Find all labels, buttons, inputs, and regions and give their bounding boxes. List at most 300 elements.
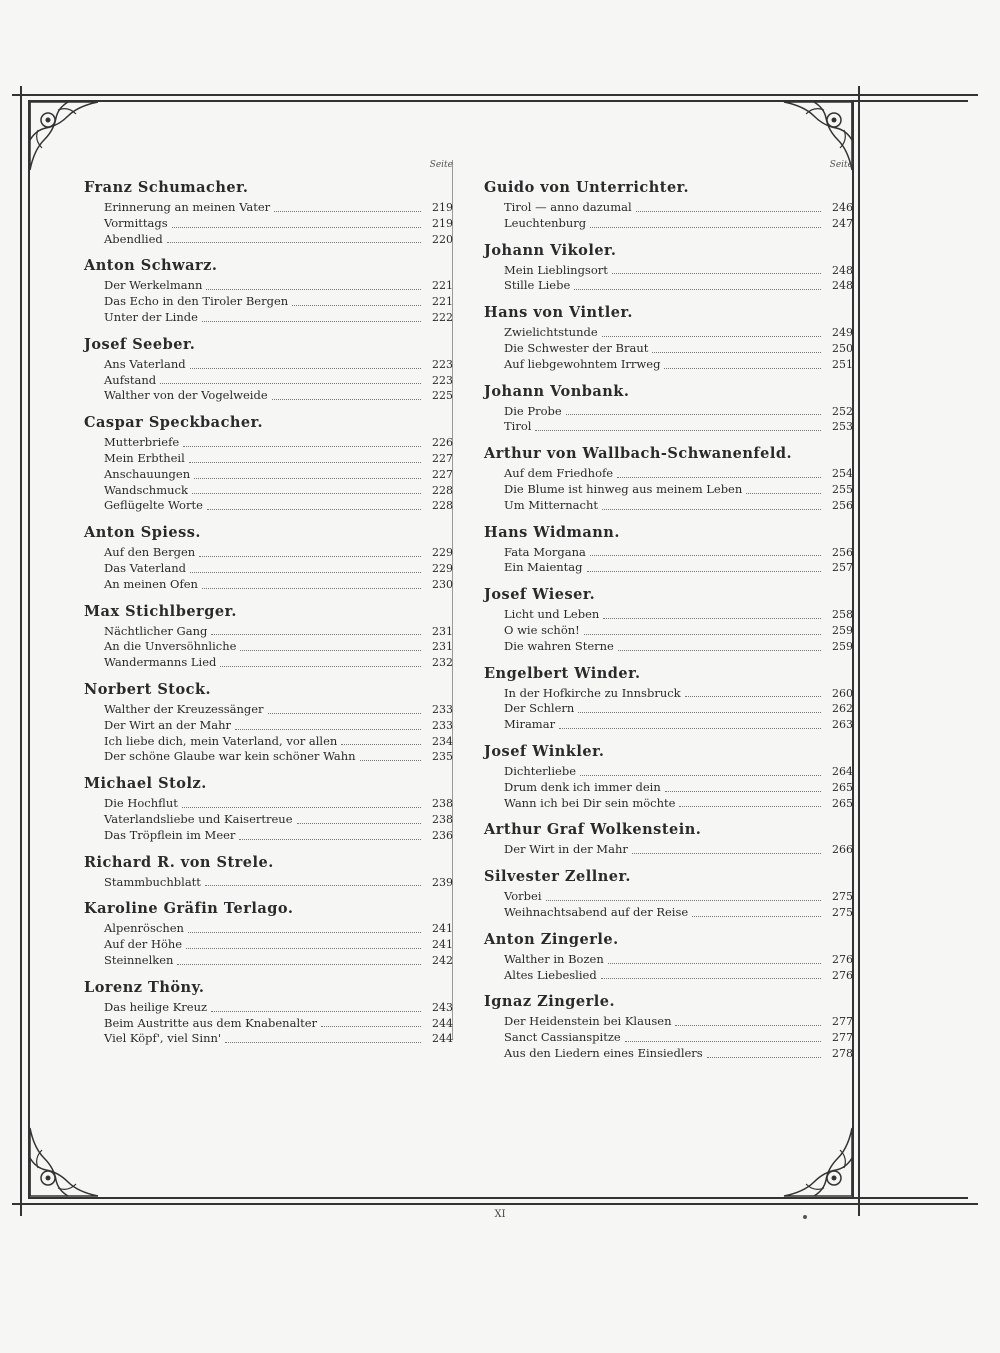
toc-entry[interactable] (504, 717, 853, 733)
leader-dots (235, 729, 421, 730)
entry-title: Auf der Höhe (104, 937, 183, 952)
entry-page-number: 276 (832, 952, 853, 966)
toc-entry[interactable] (504, 1014, 853, 1030)
entry-page-number: 221 (432, 279, 453, 293)
leader-dots (186, 948, 421, 949)
entry-page-number: 243 (432, 1000, 453, 1014)
entry-title: Der Schlern (504, 701, 575, 716)
leader-dots (274, 211, 421, 212)
entry-title: Das Tröpflein im Meer (104, 827, 236, 842)
entry-page-number: 256 (832, 498, 853, 512)
toc-entry[interactable] (104, 796, 453, 812)
entry-page-number: 231 (432, 624, 453, 638)
toc-author-group (58, 335, 453, 404)
leader-dots (188, 932, 421, 933)
leader-dots (272, 399, 421, 400)
leader-dots (190, 572, 421, 573)
toc-entry[interactable] (504, 357, 853, 373)
entry-page-number: 277 (832, 1031, 853, 1045)
entry-title: Walther in Bozen (504, 951, 604, 966)
toc-entry[interactable] (504, 341, 853, 357)
author-name: Engelbert Winder. (484, 664, 641, 682)
entry-page-number: 238 (432, 812, 453, 826)
toc-entry[interactable] (104, 483, 453, 499)
entry-title: Anschauungen (104, 466, 191, 481)
entry-title: Beim Austritte aus dem Knabenalter (104, 1015, 318, 1030)
entry-title: Stammbuchblatt (104, 874, 201, 889)
entry-title: Wandschmuck (104, 482, 188, 497)
entry-page-number: 246 (832, 201, 853, 214)
entry-page-number: 241 (432, 938, 453, 952)
entry-page-number: 254 (832, 467, 853, 481)
entry-title: Die Schwester der Braut (504, 340, 649, 355)
toc-author-group (458, 444, 853, 513)
toc-entry[interactable] (104, 1031, 453, 1047)
leader-dots (625, 1041, 821, 1042)
toc-entry[interactable] (104, 734, 453, 750)
toc-entry[interactable] (104, 1016, 453, 1032)
entry-title: Vorbei (504, 889, 542, 904)
entry-title: An die Unversöhnliche (104, 639, 237, 654)
leader-dots (590, 227, 821, 228)
entry-page-number: 264 (832, 764, 853, 778)
entry-title: Der Werkelmann (104, 278, 203, 293)
toc-author-group (458, 664, 853, 733)
entry-title: Tirol (504, 419, 532, 434)
leader-dots (190, 368, 421, 369)
entry-page-number: 225 (432, 389, 453, 403)
entry-title: Auf den Bergen (104, 545, 196, 560)
entry-page-number: 222 (432, 310, 453, 324)
entry-title: Wandermanns Lied (104, 655, 217, 670)
entry-page-number: 228 (432, 499, 453, 513)
toc-entry[interactable] (504, 278, 853, 294)
toc-entry[interactable] (104, 624, 453, 640)
toc-author-group (458, 742, 853, 811)
entry-title: Steinnelken (104, 952, 174, 967)
toc-entry[interactable] (104, 655, 453, 671)
leader-dots (707, 1057, 821, 1058)
entry-page-number: 249 (832, 326, 853, 340)
frame-left-inner (28, 100, 30, 1197)
entry-title: Leuchtenburg (504, 215, 587, 230)
toc-entry[interactable] (104, 294, 453, 310)
entry-page-number: 255 (832, 482, 853, 496)
author-name: Silvester Zellner. (484, 868, 631, 886)
frame-left-outer (20, 86, 22, 1216)
leader-dots (207, 509, 421, 510)
entry-title: Walther von der Vogelweide (104, 388, 268, 403)
toc-entry[interactable] (104, 812, 453, 828)
entry-page-number: 275 (832, 890, 853, 904)
entry-page-number: 257 (832, 561, 853, 575)
entry-title: Um Mitternacht (504, 497, 598, 512)
entry-title: Die Hochflut (104, 796, 178, 811)
toc-author-group (58, 680, 453, 765)
toc-entry[interactable] (104, 577, 453, 593)
toc-entry[interactable] (104, 357, 453, 373)
entry-page-number: 248 (832, 279, 853, 293)
leader-dots (612, 273, 821, 274)
leader-dots (206, 289, 421, 290)
toc-entry[interactable] (104, 921, 453, 937)
entry-page-number: 223 (432, 357, 453, 371)
entry-title: Die Probe (504, 403, 562, 418)
toc-entry[interactable] (504, 686, 853, 702)
toc-entry[interactable] (504, 952, 853, 968)
toc-entry[interactable] (504, 404, 853, 420)
entry-page-number: 253 (832, 420, 853, 434)
entry-title: Weihnachtsabend auf der Reise (504, 904, 689, 919)
entry-title: Vaterlandsliebe und Kaisertreue (104, 811, 293, 826)
toc-entry[interactable] (104, 232, 453, 248)
entry-title: Ein Maientag (504, 560, 583, 575)
toc-entry[interactable] (104, 561, 453, 577)
toc-entry[interactable] (104, 278, 453, 294)
author-name: Lorenz Thöny. (84, 978, 205, 996)
entry-title: Licht und Leben (504, 607, 600, 622)
entry-page-number: 262 (832, 702, 853, 716)
author-name: Franz Schumacher. (84, 179, 249, 196)
toc-entry[interactable] (104, 373, 453, 389)
toc-entry[interactable] (504, 968, 853, 984)
toc-entry[interactable] (504, 1030, 853, 1046)
author-name: Josef Winkler. (484, 742, 605, 760)
entry-title: Das Vaterland (104, 560, 186, 575)
entry-page-number: 263 (832, 718, 853, 732)
leader-dots (240, 650, 421, 651)
leader-dots (580, 775, 821, 776)
toc-entry[interactable] (504, 482, 853, 498)
leader-dots (297, 823, 421, 824)
entry-title: O wie schön! (504, 622, 580, 637)
toc-entry[interactable] (504, 607, 853, 623)
frame-top-outer (12, 94, 978, 96)
frame-bottom-outer (12, 1203, 978, 1205)
author-name: Caspar Speckbacher. (84, 414, 264, 432)
entry-page-number: 227 (432, 451, 453, 465)
leader-dots (608, 963, 821, 964)
author-name: Anton Spiess. (84, 524, 201, 542)
toc-author-group (458, 303, 853, 372)
entry-page-number: 227 (432, 467, 453, 481)
toc-entry[interactable] (104, 1000, 453, 1016)
toc-entry[interactable] (104, 498, 453, 514)
leader-dots (211, 634, 421, 635)
entry-title: Ans Vaterland (104, 356, 186, 371)
entry-page-number: 228 (432, 483, 453, 497)
leader-dots (211, 1011, 421, 1012)
toc-entry[interactable] (504, 466, 853, 482)
leader-dots (618, 650, 821, 651)
leader-dots (685, 696, 821, 697)
entry-title: Mein Lieblingsort (504, 262, 608, 277)
page-number: XI (494, 1209, 506, 1220)
entry-page-number: 238 (432, 797, 453, 811)
toc-entry[interactable] (104, 435, 453, 451)
leader-dots (167, 242, 421, 243)
toc-author-group (58, 774, 453, 843)
entry-title: In der Hofkirche zu Innsbruck (504, 685, 681, 700)
leader-dots (679, 806, 821, 807)
toc-author-group (458, 241, 853, 295)
toc-entry[interactable] (104, 875, 453, 891)
entry-title: Aufstand (104, 372, 157, 387)
toc-entry[interactable] (504, 1046, 853, 1062)
entry-page-number: 265 (832, 796, 853, 810)
leader-dots (220, 666, 421, 667)
entry-title: Das Echo in den Tiroler Bergen (104, 294, 289, 309)
toc-entry[interactable] (504, 701, 853, 717)
author-name: Richard R. von Strele. (84, 853, 274, 871)
toc-entry[interactable] (104, 451, 453, 467)
ink-speck (803, 1215, 807, 1219)
entry-title: Mein Erbtheil (104, 450, 185, 465)
entry-page-number: 247 (832, 216, 853, 230)
entry-title: Viel Köpf', viel Sinn' (104, 1031, 222, 1046)
toc-entry[interactable] (504, 325, 853, 341)
toc-entry[interactable] (504, 200, 853, 216)
toc-entry[interactable] (104, 467, 453, 483)
toc-entry[interactable] (104, 702, 453, 718)
toc-entry[interactable] (504, 905, 853, 921)
toc-entry[interactable] (104, 749, 453, 765)
entry-page-number: 233 (432, 718, 453, 732)
corner-ornament-bottom-right (764, 1108, 854, 1198)
entry-title: Abendlied (104, 231, 163, 246)
toc-author-group (458, 523, 853, 577)
toc-entry[interactable] (504, 842, 853, 858)
toc-entry[interactable] (504, 796, 853, 812)
entry-page-number: 230 (432, 577, 453, 591)
leader-dots (675, 1025, 821, 1026)
entry-title: Unter der Linde (104, 309, 198, 324)
leader-dots (636, 211, 821, 212)
leader-dots (341, 744, 421, 745)
leader-dots (566, 414, 821, 415)
toc-author-group (458, 992, 853, 1061)
leader-dots (177, 964, 421, 965)
toc-author-group (58, 256, 453, 325)
toc-entry[interactable] (104, 310, 453, 326)
author-name: Josef Wieser. (484, 586, 596, 604)
entry-page-number: 242 (432, 953, 453, 967)
toc-entry[interactable] (104, 937, 453, 953)
author-name: Michael Stolz. (84, 775, 207, 793)
entry-title: Der Wirt an der Mahr (104, 717, 232, 732)
entry-title: Wann ich bei Dir sein möchte (504, 795, 676, 810)
entry-title: Der Wirt in der Mahr (504, 842, 628, 857)
leader-dots (239, 839, 421, 840)
toc-entry[interactable] (504, 889, 853, 905)
toc-entry[interactable] (104, 718, 453, 734)
entry-title: Fata Morgana (504, 544, 586, 559)
toc-column-right (458, 160, 853, 1071)
leader-dots (172, 227, 421, 228)
leader-dots (584, 634, 821, 635)
leader-dots (617, 477, 821, 478)
entry-page-number: 252 (832, 404, 853, 418)
toc-author-group (458, 585, 853, 654)
leader-dots (202, 588, 421, 589)
leader-dots (268, 713, 421, 714)
toc-author-group (458, 930, 853, 984)
toc-entry[interactable] (504, 764, 853, 780)
toc-entry[interactable] (504, 216, 853, 232)
leader-dots (746, 493, 821, 494)
leader-dots (225, 1042, 421, 1043)
toc-author-group (58, 523, 453, 592)
leader-dots (574, 289, 821, 290)
toc-author-group (58, 978, 453, 1047)
entry-page-number: 250 (832, 341, 853, 355)
entry-page-number: 221 (432, 295, 453, 309)
toc-entry[interactable] (504, 419, 853, 435)
leader-dots (292, 305, 421, 306)
entry-page-number: 277 (832, 1015, 853, 1029)
entry-title: Der Heidenstein bei Klausen (504, 1014, 672, 1029)
entry-page-number: 278 (832, 1046, 853, 1060)
author-name: Arthur von Wallbach-Schwanenfeld. (484, 445, 793, 463)
toc-entry[interactable] (104, 953, 453, 969)
leader-dots (559, 728, 821, 729)
toc-entry[interactable] (504, 263, 853, 279)
leader-dots (578, 712, 821, 713)
author-name: Anton Schwarz. (84, 257, 218, 275)
entry-page-number: 266 (832, 843, 853, 857)
entry-page-number: 275 (832, 905, 853, 919)
entry-page-number: 256 (832, 545, 853, 559)
entry-page-number: 220 (432, 232, 453, 246)
leader-dots (632, 853, 821, 854)
toc-column-left (58, 160, 453, 1056)
frame-right-outer (858, 86, 860, 1216)
leader-dots (535, 430, 821, 431)
leader-dots (199, 556, 421, 557)
entry-title: Aus den Liedern eines Einsiedlers (504, 1045, 703, 1060)
seite-header-left: Seite (429, 160, 453, 170)
leader-dots (194, 478, 421, 479)
leader-dots (202, 321, 421, 322)
author-name: Max Stichlberger. (84, 602, 237, 620)
author-name: Hans Widmann. (484, 523, 620, 541)
toc-author-group (458, 867, 853, 921)
entry-page-number: 244 (432, 1032, 453, 1046)
entry-page-number: 233 (432, 702, 453, 716)
toc-entry[interactable] (104, 216, 453, 232)
entry-title: Die wahren Sterne (504, 638, 614, 653)
author-name: Arthur Graf Wolkenstein. (484, 821, 702, 839)
author-name: Josef Seeber. (84, 335, 196, 353)
toc-entry[interactable] (504, 560, 853, 576)
toc-entry[interactable] (104, 200, 453, 216)
entry-title: Auf dem Friedhofe (504, 466, 614, 481)
entry-title: Erinnerung an meinen Vater (104, 200, 271, 214)
toc-entry[interactable] (104, 828, 453, 844)
entry-page-number: 219 (432, 201, 453, 214)
entry-page-number: 229 (432, 561, 453, 575)
leader-dots (205, 885, 421, 886)
corner-ornament-bottom-left (28, 1108, 118, 1198)
entry-title: Dichterliebe (504, 763, 576, 778)
author-name: Ignaz Zingerle. (484, 993, 616, 1011)
toc-entry[interactable] (104, 639, 453, 655)
leader-dots (587, 571, 822, 572)
entry-title: Nächtlicher Gang (104, 623, 208, 638)
entry-title: Vormittags (104, 215, 168, 230)
toc-author-group (58, 853, 453, 891)
leader-dots (602, 509, 821, 510)
entry-page-number: 260 (832, 686, 853, 700)
toc-entry[interactable] (504, 498, 853, 514)
entry-page-number: 223 (432, 373, 453, 387)
leader-dots (664, 368, 821, 369)
leader-dots (601, 978, 821, 979)
leader-dots (360, 760, 421, 761)
toc-entry[interactable] (504, 639, 853, 655)
leader-dots (189, 462, 421, 463)
author-name: Johann Vikoler. (484, 241, 617, 259)
entry-title: Sanct Cassianspitze (504, 1030, 621, 1045)
entry-page-number: 251 (832, 357, 853, 371)
entry-title: Drum denk ich immer dein (504, 779, 661, 794)
entry-title: Stille Liebe (504, 278, 571, 293)
toc-author-group (58, 899, 453, 968)
toc-author-group (458, 382, 853, 436)
entry-page-number: 235 (432, 750, 453, 764)
entry-title: Altes Liebeslied (504, 967, 597, 982)
entry-page-number: 258 (832, 608, 853, 622)
toc-entry[interactable] (504, 623, 853, 639)
author-name: Guido von Unterrichter. (484, 179, 690, 196)
entry-page-number: 229 (432, 546, 453, 560)
leader-dots (665, 791, 821, 792)
toc-entry[interactable] (104, 388, 453, 404)
toc-entry[interactable] (504, 545, 853, 561)
entry-title: Walther der Kreuzessänger (104, 701, 264, 716)
entry-title: Die Blume ist hinweg aus meinem Leben (504, 481, 743, 496)
entry-title: Geflügelte Worte (104, 498, 203, 513)
entry-page-number: 276 (832, 968, 853, 982)
toc-author-group (58, 602, 453, 671)
leader-dots (590, 555, 821, 556)
entry-page-number: 239 (432, 875, 453, 889)
entry-title: Der schöne Glaube war kein schöner Wahn (104, 749, 356, 764)
entry-title: Ich liebe dich, mein Vaterland, vor allen (104, 733, 338, 748)
toc-author-group (58, 413, 453, 514)
entry-title: Das heilige Kreuz (104, 999, 208, 1014)
entry-page-number: 231 (432, 640, 453, 654)
leader-dots (692, 916, 821, 917)
leader-dots (182, 807, 421, 808)
entry-title: Auf liebgewohntem Irrweg (504, 356, 661, 371)
entry-title: Miramar (504, 717, 556, 732)
toc-entry[interactable] (504, 780, 853, 796)
toc-author-group (58, 178, 453, 247)
entry-page-number: 226 (432, 436, 453, 450)
entry-page-number: 248 (832, 263, 853, 277)
entry-page-number: 259 (832, 623, 853, 637)
leader-dots (603, 618, 821, 619)
leader-dots (183, 446, 421, 447)
author-name: Hans von Vintler. (484, 304, 633, 322)
toc-author-group (458, 178, 853, 232)
author-name: Norbert Stock. (84, 680, 212, 698)
entry-title: Tirol — anno dazumal (504, 200, 632, 214)
leader-dots (652, 352, 821, 353)
toc-entry[interactable] (104, 545, 453, 561)
entry-page-number: 265 (832, 780, 853, 794)
